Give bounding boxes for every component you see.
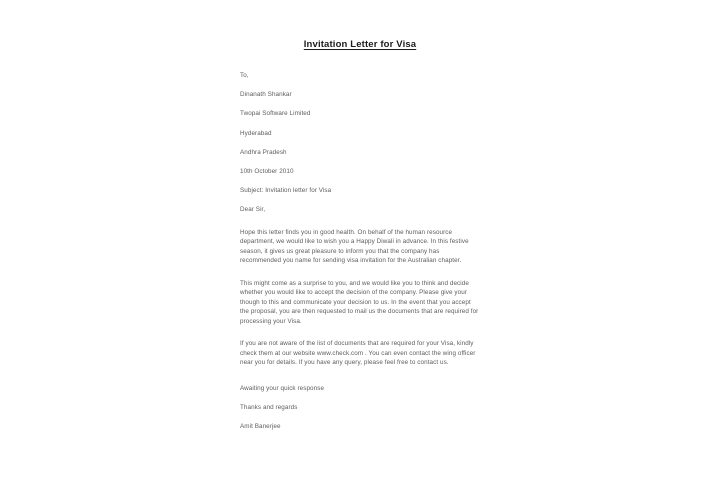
body-paragraph-3: If you are not aware of the list of documents that are required for your Visa, kindly check them at our website www.check.com . You can even contact the wing officer near you for details. If you have any query, please feel free to contact us. bbox=[240, 340, 476, 367]
recipient-company: Twopai Software Limited bbox=[240, 110, 311, 118]
body-paragraph-2: This might come as a surprise to you, and we would like you to think and decide whether you would like to accept the decision of the company. Please give your though to this and communicate your decision to us. In the event that you accept the proposal, you are then requested to mail us the documents that are required for processing your Visa. bbox=[240, 279, 479, 326]
regards-line: Thanks and regards bbox=[240, 403, 298, 411]
letter-date: 10th October 2010 bbox=[240, 167, 294, 175]
letter-body bbox=[240, 71, 480, 441]
recipient-state: Andhra Pradesh bbox=[240, 148, 287, 156]
letter-subject: Subject: Invitation letter for Visa bbox=[240, 187, 332, 195]
recipient-name: Dinanath Shankar bbox=[240, 91, 292, 99]
page-title-text: Invitation Letter for Visa bbox=[303, 39, 417, 50]
letter-greeting: Dear Sir, bbox=[240, 206, 266, 214]
signature-name: Amit Banerjee bbox=[240, 423, 281, 431]
address-opener: To, bbox=[240, 72, 249, 79]
page-title bbox=[0, 39, 720, 50]
recipient-city: Hyderabad bbox=[240, 129, 272, 137]
body-paragraph-1: Hope this letter finds you in good health. On behalf of the human resource department, we would like to wish you a Happy Diwali in advance. In this festive season, it gives us great pleasure to inform you that the company has recommended you name for sending visa invitation for the Australian chapter. bbox=[240, 228, 469, 265]
closing-line: Awaiting your quick response bbox=[240, 384, 325, 392]
